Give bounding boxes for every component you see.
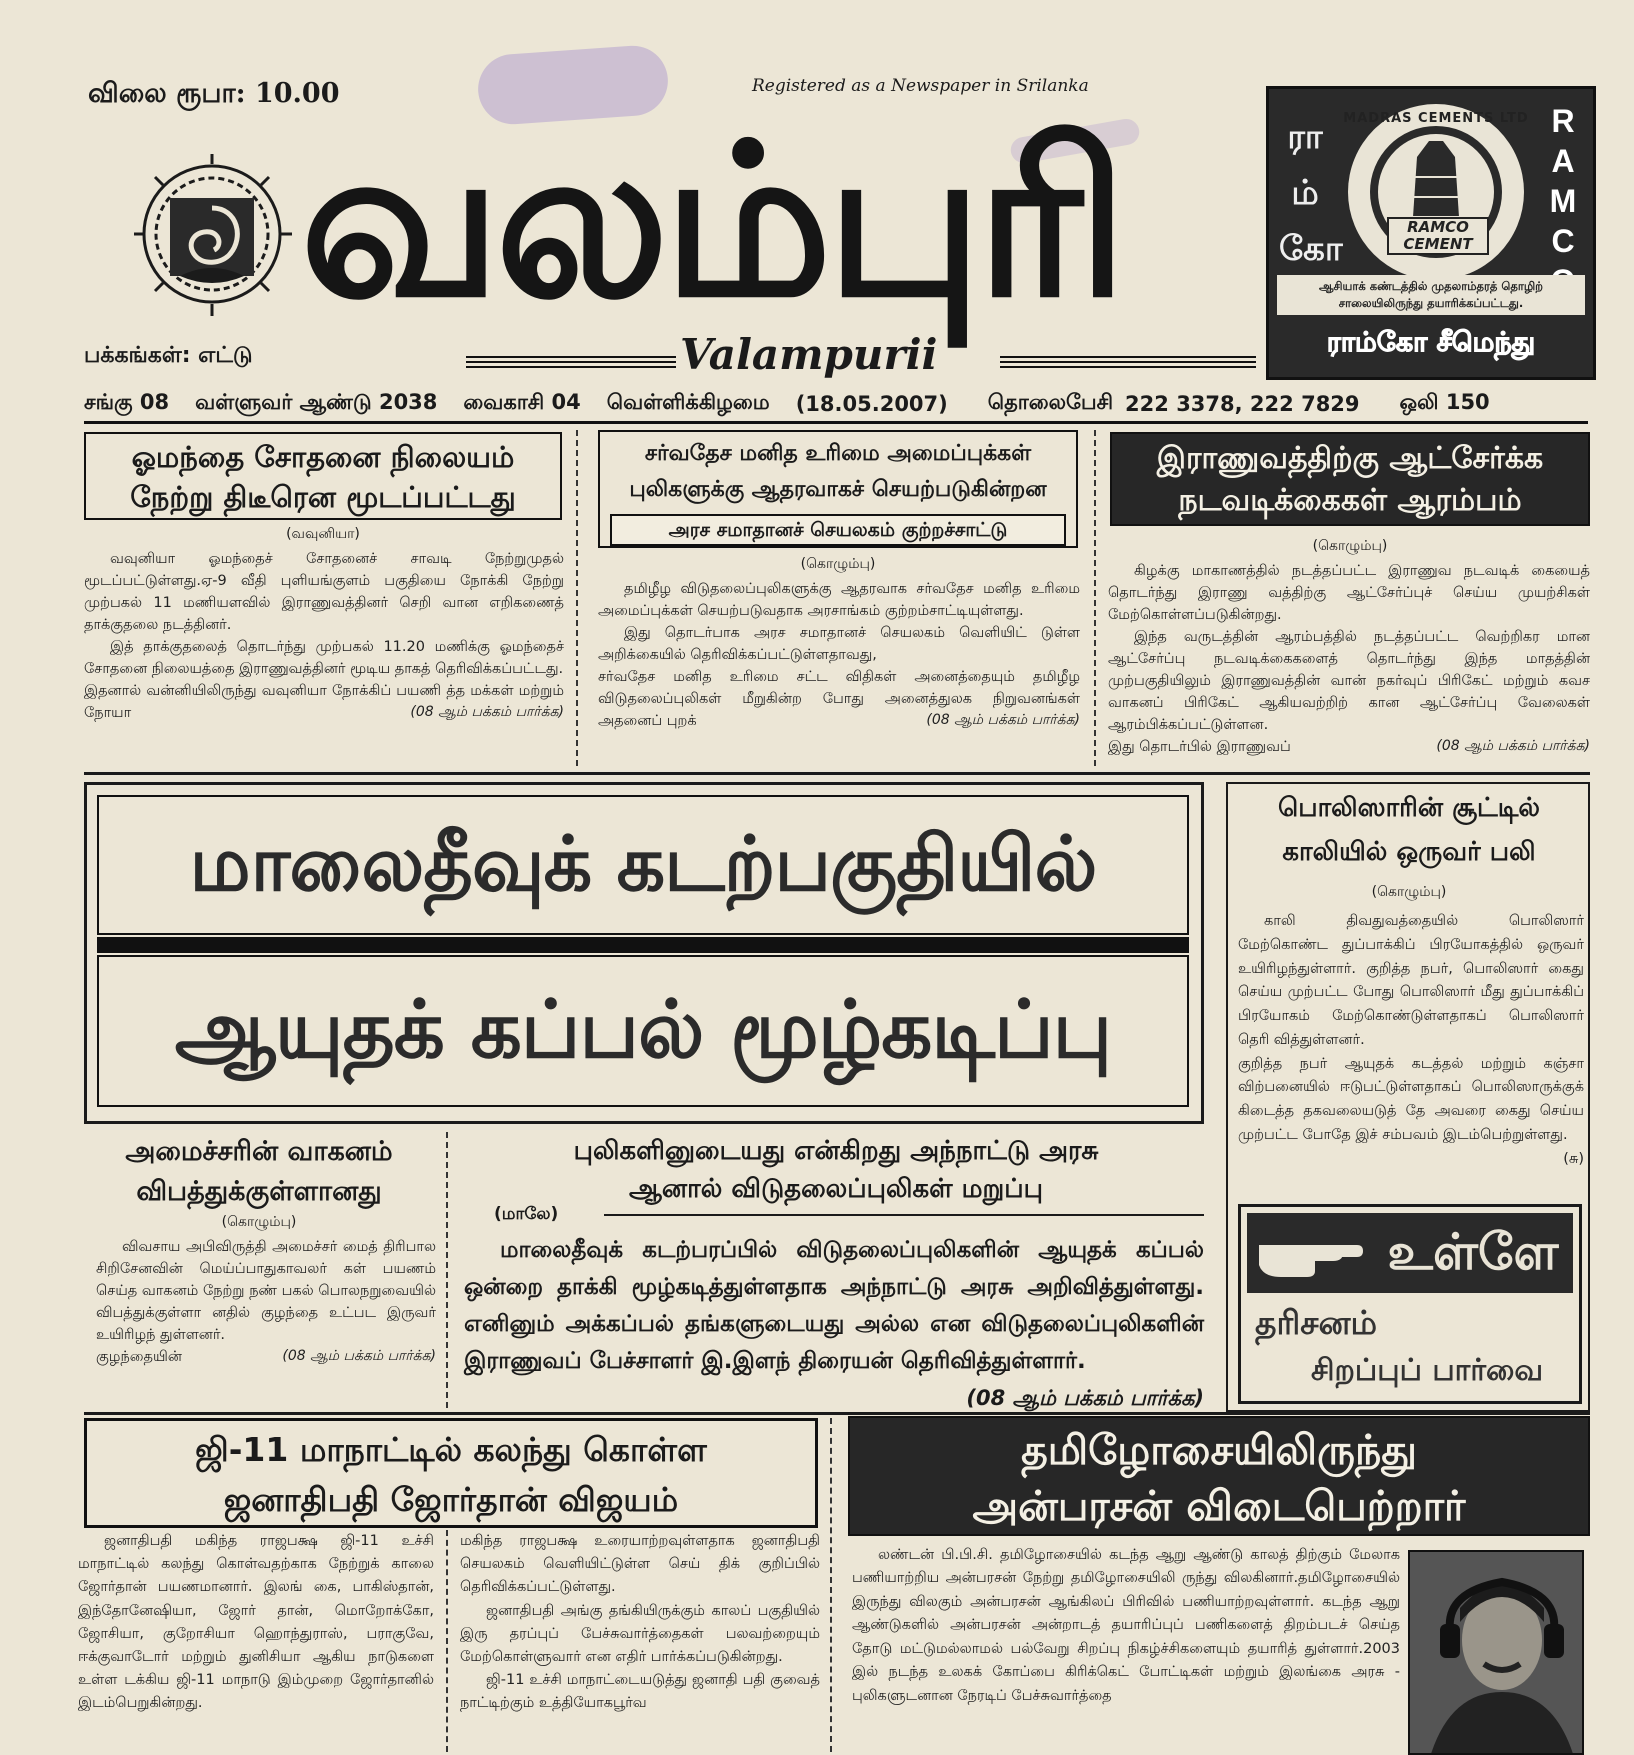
minister-paragraph: குழந்தையின் [96,1349,182,1366]
ad-left-char: ம் [1291,173,1319,213]
ad-badge: RAMCO CEMENT [1387,217,1489,255]
phone-numbers: 222 3378, 222 7829 [1125,391,1360,416]
police-paragraph: குறித்த நபர் ஆயுதக் கடத்தல் மற்றும் கஞ்சா விற்பனையில் ஈடுபட்டுள்ளதாகப் பொலிஸாருக்குக் கிடைத்த தகவலையடுத் தே அவரை கைது செய்ய முற்பட்ட போதே இச் சம்பவம் இடம்பெற்றுள்ளது. [1238,1055,1584,1143]
weekday: வெள்ளிக்கிழமை [606,390,770,414]
story2-subhead: அரச சமாதானச் செயலகம் குற்றச்சாட்டு [610,514,1066,546]
minister-paragraph: விவசாய அபிவிருத்தி அமைச்சர் மைத் திரிபால சிறிசேனவின் மெய்ப்பாதுகாவலர் கள் பயணம் செய்த வாகனம் நேற்று நண் பகல் பொலநறுவையில் விபத்துக்குள்ளா னதில் குழந்தை உட்பட இருவர் உயிரிழந் துள்ளனர். [96,1239,436,1344]
story2-paragraph: தமிழீழ விடுதலைப்புலிகளுக்கு ஆதரவாக சர்வதேச மனித உரிமை அமைப்புக்கள் செயற்படுவதாக அரசாங்கம் குற்றம்சாட்டியுள்ளது. [598,581,1080,620]
g11-column1 [78,1530,434,1748]
masthead-title: வலம்புரி [300,99,1122,344]
phone-label: தொலைபேசி [987,390,1114,414]
column-divider [830,1418,832,1752]
ad-right-char: C [1551,223,1575,259]
lead-continued: (08 ஆம் பக்கம் பார்க்க) [966,1386,1204,1410]
minister-body [96,1236,436,1368]
story3-paragraph: இந்த வருடத்தின் ஆரம்பத்தில் நடத்தப்பட்ட வெற்றிகர மான ஆட்சேர்ப்பு நடவடிக்கைகளைத் தொடர்ந்து இந்த மாதத்தின் முற்பகுதியிலும் இராணுவத்தின் வான் நகர்வுப் பிரிகேட் மற்றும் கவச வாகனப் பிரிகேட் ஆகியவற்றிற் கான ஆட்சேர்ப்பு வேலைகள் ஆரம்பிக்கப்பட்டுள்ளன. [1108,629,1590,734]
ad-right-char: R [1551,103,1575,139]
police-place: (கொழும்பு) [1371,884,1447,900]
lead-headline-frame [84,782,1204,1124]
ad-right-char: A [1551,143,1575,179]
g11-column2 [460,1530,820,1748]
section-rule [84,772,1590,775]
bbc-headline-line2: அன்பரசன் விடைபெற்றார் [972,1482,1466,1530]
g11-column2-text: ஜி-11 உச்சி மாநாட்டையடுத்து ஜனாதி பதி குவைத் நாட்டிற்கும் உத்தியோகபூர்வ [460,1672,820,1712]
registration-note: Registered as a Newspaper in Srilanka [752,76,1089,96]
story2-continued: (08 ஆம் பக்கம் பார்க்க) [926,712,1080,729]
minister-continued: (08 ஆம் பக்கம் பார்க்க) [282,1348,436,1365]
story3-paragraph: கிழக்கு மாகாணத்தில் நடத்தப்பட்ட இராணுவ நடவடிக் கையைத் தொடர்ந்து இராணு வத்திற்கு ஆட்சேர்ப்புச் செய்ய முயற்சிகள் மேற்கொள்ளப்படுகின்றது. [1108,563,1590,624]
story1-paragraph: வவுனியா ஓமந்தைச் சோதனைச் சாவடி நேற்றுமுதல் மூடப்பட்டுள்ளது.ஏ-9 வீதி புளியங்குளம் பகுதியை நோக்கி நேற்று முற்பகல் 11 மணியளவில் இராணுவத்தினர் செறி வான எறிகணைத் தாக்குதலை நடத்தினர். [84,551,564,634]
section-rule [84,1412,1590,1415]
bbc-body [852,1544,1400,1752]
story3-place: (கொழும்பு) [1312,538,1388,554]
dateline [84,386,1588,424]
inside-box [1238,1204,1582,1404]
story1-paragraph: இதனால் வன்னியிலிருந்து வவுனியா நோக்கிப் பயணி த்த மக்கள் மற்றும் நோயா [84,683,564,722]
police-mark: (சு) [1563,1150,1584,1167]
story2-place: (கொழும்பு) [800,556,876,572]
ramco-cement-ad [1266,86,1596,380]
story3-continued: (08 ஆம் பக்கம் பார்க்க) [1436,738,1590,755]
volume-number: சங்கு 08 [84,390,170,414]
lead-headline-line1: மாலைதீவுக் கடற்பகுதியில் [97,795,1189,935]
lead-headline-bar [97,937,1189,953]
g11-column1-text: ஜனாதிபதி மகிந்த ராஜபக்ஷ ஜி-11 உச்சி மாநாட்டில் கலந்து கொள்வதற்காக நேற்றுக் காலை ஜோர்தான் பயணமானார். இலங் கை, பாகிஸ்தான், இந்தோனேஷியா, ஜோர் தான், மொறோக்கோ, ஜோசியா, குறோசியா ஹொந்துராஸ், பராகுவே, ஈக்குவாடோர் மற்றும் துனிசியா ஆகிய நாடுகளை உள்ள டக்கிய ஜி-11 மாநாடு இம்முறை ஜோர்தானில் இடம்பெறுகின்றது. [78,1533,434,1712]
minister-place: (கொழும்பு) [221,1214,297,1230]
lead-headline-line2: ஆயுதக் கப்பல் மூழ்கடிப்பு [97,955,1189,1107]
ad-ring-text: MADRAS CEMENTS LTD [1343,111,1529,126]
story2-paragraph: சர்வதேச மனித உரிமை சட்ட விதிகள் அனைத்தையும் தமிழீழ விடுதலைப்புலிகள் மீறுகின்ற போது அனைத்துலக நிறுவனங்கள் அதனைப் புறக் [598,669,1080,730]
story2-paragraph: இது தொடர்பாக அரச சமாதானச் செயலகம் வெளியிட் டுள்ள அறிக்கையில் தெரிவிக்கப்பட்டுள்ளதாவது, [598,625,1080,664]
story3-headline: இராணுவத்திற்கு ஆட்சேர்க்க நடவடிக்கைகள் ஆரம்பம் [1110,432,1590,526]
tamil-date: வைகாசி 04 [463,390,581,414]
inside-item-darisanam: தரிசனம் [1255,1303,1378,1342]
lead-body [464,1232,1204,1417]
masthead-title-english: Valampurii [680,330,938,379]
story3-paragraph: இது தொடர்பில் இராணுவப் [1108,739,1291,756]
story2-headline [598,430,1078,548]
story1-continued: (08 ஆம் பக்கம் பார்க்க) [410,704,564,721]
g11-headline-line2: ஜனாதிபதி ஜோர்தான் விஜயம் [223,1480,679,1519]
tamil-year: வள்ளுவர் ஆண்டு 2038 [195,390,438,414]
story2-body [598,578,1080,732]
bbc-body-text: லண்டன் பி.பி.சி. தமிழோசையில் கடந்த ஆறு ஆண்டு காலத் திற்கும் மேலாக பணியாற்றிய அன்பரசன் நேற்று தமிழோசையிலி ருந்து விலகினார்.தமிழோசையில் இருந்து விலகும் அன்பரசன் ஆங்கிலப் பிரிவில் பணியாற்றவுள்ளார். கடந்த ஆறு ஆண்டுகளில் அன்பரசன் அன்றாடத் தயாரிப்புப் பணிகளைத் திறம்படச் செய்த தோடு மட்டுமல்லாமல் பல்வேறு சிறப்பு நிகழ்ச்சிகளையும் தயாரித் துள்ளார்.2003 இல் நடந்த உலகக் கோப்பை கிரிக்கெட் போட்டிகள் மற்றும் இலங்கை அரசு - புலிகளுடனான நேரடிப் பேச்சுவார்த்தை [852,1547,1400,1704]
g11-headline-line1: ஜி-11 மாநாட்டில் கலந்து கொள்ள [195,1430,707,1469]
story1-place: (வவுனியா) [286,526,360,542]
page-count: பக்கங்கள்: எட்டு [84,343,253,368]
ad-tagline: ஆசியாக் கண்டத்தில் முதலாம்தரத் தொழிற் சாலையிலிருந்து தயாரிக்கப்பட்டது. [1277,275,1585,315]
g11-column2-text: ஜனாதிபதி அங்கு தங்கியிருக்கும் காலப் பகுதியில் இரு தரப்புப் பேச்சுவார்த்தைகள் பலவற்றையும் மேற்கொள்ளுவார் என எதிர் பார்க்கப்படுகின்றது. [460,1602,820,1665]
story1-paragraph: இத் தாக்குதலைத் தொடர்ந்து முற்பகல் 11.20 மணிக்கு ஓமந்தைச் சோதனை நிலையத்தை இராணுவத்தினர் மூடிய தாகத் தெரிவிக்கப்பட்டது. [84,639,564,678]
inside-heading: உள்ளே [1387,1223,1559,1281]
ad-left-char: ரா [1287,117,1323,157]
ad-brand: ராம்கோ சீமெந்து [1326,327,1536,358]
g11-headline [84,1418,818,1528]
bbc-headline-line1: தமிழோசையிலிருந்து [1021,1426,1417,1474]
column-divider [576,430,578,766]
story1-body [84,548,564,724]
column-divider [446,1530,448,1752]
police-body [1238,910,1584,1171]
ad-left-char: கோ [1279,229,1343,269]
story3-body [1108,560,1590,758]
inside-item-special-view: சிறப்புப் பார்வை [1311,1353,1544,1388]
police-headline: பொலிஸாரின் சூட்டில் காலியில் ஒருவர் பலி [1278,793,1540,867]
issue-number: ஒலி 150 [1399,390,1490,414]
lead-subhead [456,1132,1216,1208]
masthead-rule-left [466,356,676,368]
bbc-headline [848,1416,1590,1536]
lead-place: (மாலே) [494,1204,559,1224]
minister-headline: அமைச்சரின் வாகனம் விபத்துக்குள்ளானது [125,1136,393,1207]
lead-subhead-line2: ஆனால் விடுதலைப்புலிகள் மறுப்பு [629,1174,1043,1204]
lead-place-rule [604,1214,1204,1216]
temple-tower-icon [1341,97,1531,287]
gregorian-date: (18.05.2007) [795,391,948,416]
ad-right-char: M [1549,183,1577,219]
anbarasan-photo [1408,1550,1584,1755]
pointing-hand-icon [1255,1227,1365,1279]
price-label: விலை ரூபா: 10.00 [88,78,340,109]
story1-headline: ஓமந்தை சோதனை நிலையம் நேற்று திடீரென மூடப்பட்டது [84,432,562,520]
column-divider [446,1132,448,1408]
g11-column2-text: மகிந்த ராஜபக்ஷ உரையாற்றவுள்ளதாக ஜனாதிபதி செயலகம் வெளியிட்டுள்ள செய் திக் குறிப்பில் தெரிவிக்கப்பட்டுள்ளது. [460,1533,820,1596]
masthead-rule-right [1000,356,1256,368]
police-paragraph: காலி திவதுவத்தையில் பொலிஸார் மேற்கொண்ட துப்பாக்கிப் பிரயோகத்தில் ஒருவர் உயிரிழந்துள்ளார். குறித்த நபர், பொலிஸார் கைது செய்ய முற்பட்ட போது பொலிஸார் மீது துப்பாக்கிப் பிரயோகம் மேற்கொண்டுள்ளதாகப் பொலிஸார் தெரி வித்துள்ளனர். [1238,913,1584,1048]
inside-banner [1247,1213,1573,1293]
column-divider [1094,430,1096,766]
lead-subhead-line1: புலிகளினுடையது என்கிறது அந்நாட்டு அரசு [573,1136,1099,1166]
story2-headline-text: சர்வதேச மனித உரிமை அமைப்புக்கள் புலிகளுக்கு ஆதரவாகச் செயற்படுகின்றன [629,441,1047,502]
conch-emblem-icon [130,150,295,320]
lead-body-text: மாலைதீவுக் கடற்பரப்பில் விடுதலைப்புலிகளின் ஆயுதக் கப்பல் ஒன்றை தாக்கி மூழ்கடித்துள்ளதாக அந்நாட்டு அரசு அறிவித்துள்ளது. எனினும் அக்கப்பல் தங்களுடையது அல்ல என விடுதலைப்புலிகளின் இராணுவப் பேச்சாளர் இ.இளந் திரையன் தெரிவித்துள்ளார். [464,1237,1204,1374]
